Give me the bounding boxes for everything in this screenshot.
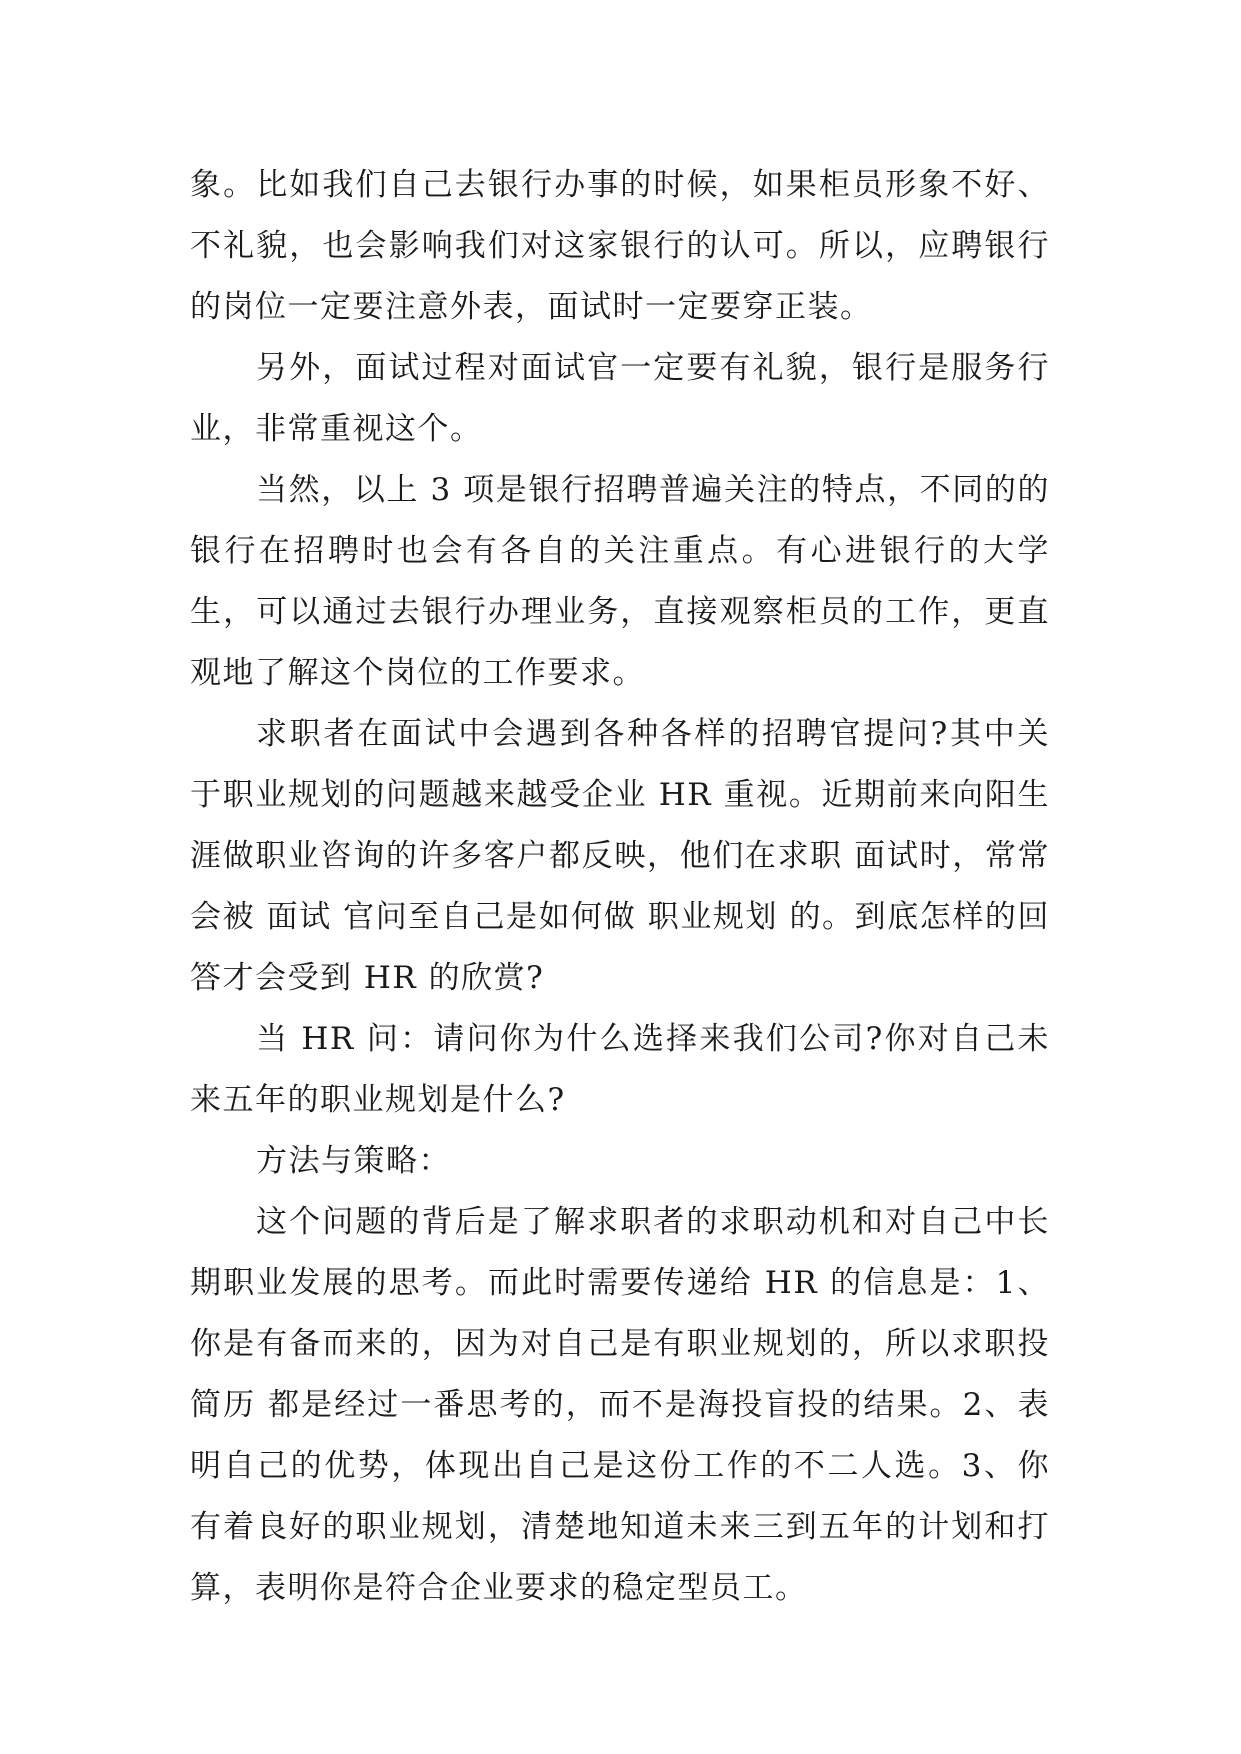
- paragraph: 当然，以上 3 项是银行招聘普遍关注的特点，不同的的银行在招聘时也会有各自的关注重点。有心进银行的大学生，可以通过去银行办理业务，直接观察柜员的工作，更直观地了解这个岗位的工作要求。: [190, 472, 1050, 691]
- paragraph: 象。比如我们自己去银行办事的时候，如果柜员形象不好、不礼貌，也会影响我们对这家银行的认可。所以，应聘银行的岗位一定要注意外表，面试时一定要穿正装。: [190, 167, 1050, 325]
- paragraph: 求职者在面试中会遇到各种各样的招聘官提问?其中关于职业规划的问题越来越受企业 HR 重视。近期前来向阳生涯做职业咨询的许多客户都反映，他们在求职 面试时，常常会被 面试 官问至自己是如何做 职业规划 的。到底怎样的回答才会受到 HR 的欣赏?: [190, 716, 1050, 996]
- document-body: [190, 155, 1050, 1619]
- paragraph: 方法与策略：: [256, 1143, 451, 1179]
- paragraph: 这个问题的背后是了解求职者的求职动机和对自己中长期职业发展的思考。而此时需要传递给 HR 的信息是：1、你是有备而来的，因为对自己是有职业规划的，所以求职投简历 都是经过一番思考的，而不是海投盲投的结果。2、表明自己的优势，体现出自己是这份工作的不二人选。3、你有着良好的职业规划，清楚地知道未来三到五年的计划和打算，表明你是符合企业要求的稳定型员工。: [190, 1204, 1050, 1606]
- paragraph: 另外，面试过程对面试官一定要有礼貌，银行是服务行业，非常重视这个。: [190, 350, 1050, 447]
- paragraph: 当 HR 问：请问你为什么选择来我们公司?你对自己未来五年的职业规划是什么?: [190, 1021, 1050, 1118]
